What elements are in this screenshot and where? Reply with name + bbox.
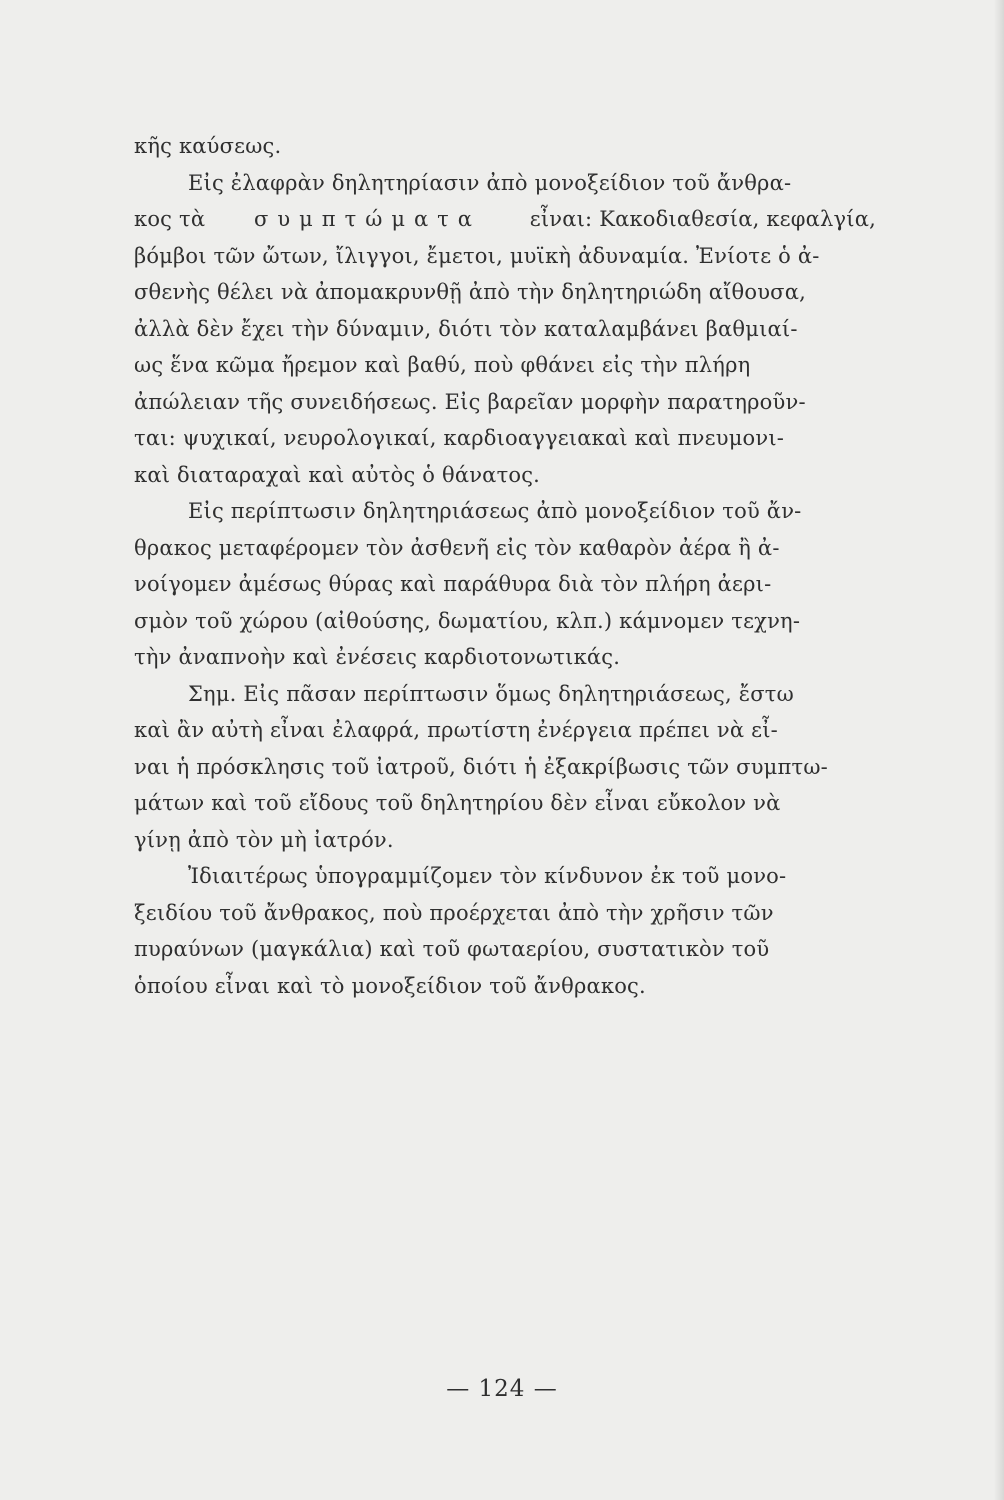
text-line: [134, 566, 876, 603]
text-line: [134, 347, 876, 384]
line-text: καὶ ἂν αὐτὴ εἶναι ἐλαφρά, πρωτίστη ἐνέργεια πρέπει νὰ εἶ-: [134, 718, 778, 742]
line-text: σθενὴς θέλει νὰ ἀπομακρυνθῇ ἀπὸ τὴν δηλητηριώδη αἴθουσα,: [134, 280, 806, 304]
line-text: θρακος μεταφέρομεν τὸν ἀσθενῆ εἰς τὸν καθαρὸν ἀέρα ἢ ἀ-: [134, 535, 780, 560]
line-text: κος τὰ: [134, 207, 206, 231]
text-line: [134, 676, 876, 713]
text-line: [134, 165, 876, 202]
text-line: [134, 639, 876, 676]
line-text: Σημ. Εἰς πᾶσαν περίπτωσιν ὅμως δηλητηριάσεως, ἔστω: [188, 681, 794, 706]
text-line: [134, 311, 876, 348]
line-text: τὴν ἀναπνοὴν καὶ ἐνέσεις καρδιοτονωτικάς.: [134, 645, 621, 669]
line-text: νοίγομεν ἀμέσως θύρας καὶ παράθυρα διὰ τὸν πλήρη ἀερι-: [134, 572, 772, 596]
line-text: ται: ψυχικαί, νευρολογικαί, καρδιοαγγειακαὶ καὶ πνευμονι-: [134, 426, 785, 450]
text-line: [134, 420, 876, 457]
text-line: [134, 822, 876, 859]
line-text: ναι ἡ πρόσκλησις τοῦ ἰατροῦ, διότι ἡ ἐξακρίβωσις τῶν συμπτω-: [134, 754, 828, 779]
line-text: εἶναι: Κακοδιαθεσία, κεφαλγία,: [529, 207, 876, 231]
line-text: Ἰδιαιτέρως ὑπογραμμίζομεν τὸν κίνδυνον ἐκ τοῦ μονο-: [188, 864, 787, 888]
line-text: γίνῃ ἀπὸ τὸν μὴ ἰατρόν.: [134, 827, 394, 852]
text-line: [134, 201, 876, 238]
body-text: [134, 128, 876, 1004]
text-line: [134, 238, 876, 275]
line-text: βόμβοι τῶν ὤτων, ἴλιγγοι, ἔμετοι, μυϊκὴ ἀδυναμία. Ἐνίοτε ὁ ἀ-: [134, 243, 820, 268]
text-line: [134, 749, 876, 786]
line-text: σμὸν τοῦ χώρου (αἰθούσης, δωματίου, κλπ.) κάμνομεν τεχνη-: [134, 608, 801, 633]
line-text: Εἰς περίπτωσιν δηλητηριάσεως ἀπὸ μονοξείδιον τοῦ ἄν-: [188, 499, 802, 523]
text-line: [134, 457, 876, 494]
text-line: [134, 968, 876, 1005]
page-edge-shadow: [994, 0, 1004, 1500]
text-line: [134, 493, 876, 530]
text-line: [134, 858, 876, 895]
emphasized-word: συμπτώματα: [254, 207, 481, 231]
line-text: ξειδίου τοῦ ἄνθρακος, ποὺ προέρχεται ἀπὸ τὴν χρῆσιν τῶν: [134, 900, 774, 925]
line-text: ως ἕνα κῶμα ἤρεμον καὶ βαθύ, ποὺ φθάνει εἰς τὴν πλήρη: [134, 353, 751, 377]
text-line: [134, 785, 876, 822]
text-line: [134, 274, 876, 311]
line-text: πυραύνων (μαγκάλια) καὶ τοῦ φωταερίου, συστατικὸν τοῦ: [134, 937, 770, 961]
line-text: μάτων καὶ τοῦ εἴδους τοῦ δηλητηρίου δὲν εἶναι εὔκολον νὰ: [134, 791, 781, 815]
page-number: — 124 —: [446, 1376, 558, 1402]
line-text: ἀπώλειαν τῆς συνειδήσεως. Εἰς βαρεῖαν μορφὴν παρατηροῦν-: [134, 389, 806, 414]
text-line: [134, 712, 876, 749]
line-text: Εἰς ἐλαφρὰν δηλητηρίασιν ἀπὸ μονοξείδιον τοῦ ἄνθρα-: [188, 170, 792, 195]
line-text: ἀλλὰ δὲν ἔχει τὴν δύναμιν, διότι τὸν καταλαμβάνει βαθμιαί-: [134, 316, 798, 341]
text-line: [134, 530, 876, 567]
line-text: κῆς καύσεως.: [134, 134, 282, 158]
text-line: [134, 603, 876, 640]
line-text: καὶ διαταραχαὶ καὶ αὐτὸς ὁ θάνατος.: [134, 462, 541, 487]
text-line: [134, 384, 876, 421]
text-line: [134, 895, 876, 932]
text-line: [134, 931, 876, 968]
text-line: [134, 128, 876, 165]
line-text: ὁποίου εἶναι καὶ τὸ μονοξείδιον τοῦ ἄνθρακος.: [134, 973, 646, 998]
